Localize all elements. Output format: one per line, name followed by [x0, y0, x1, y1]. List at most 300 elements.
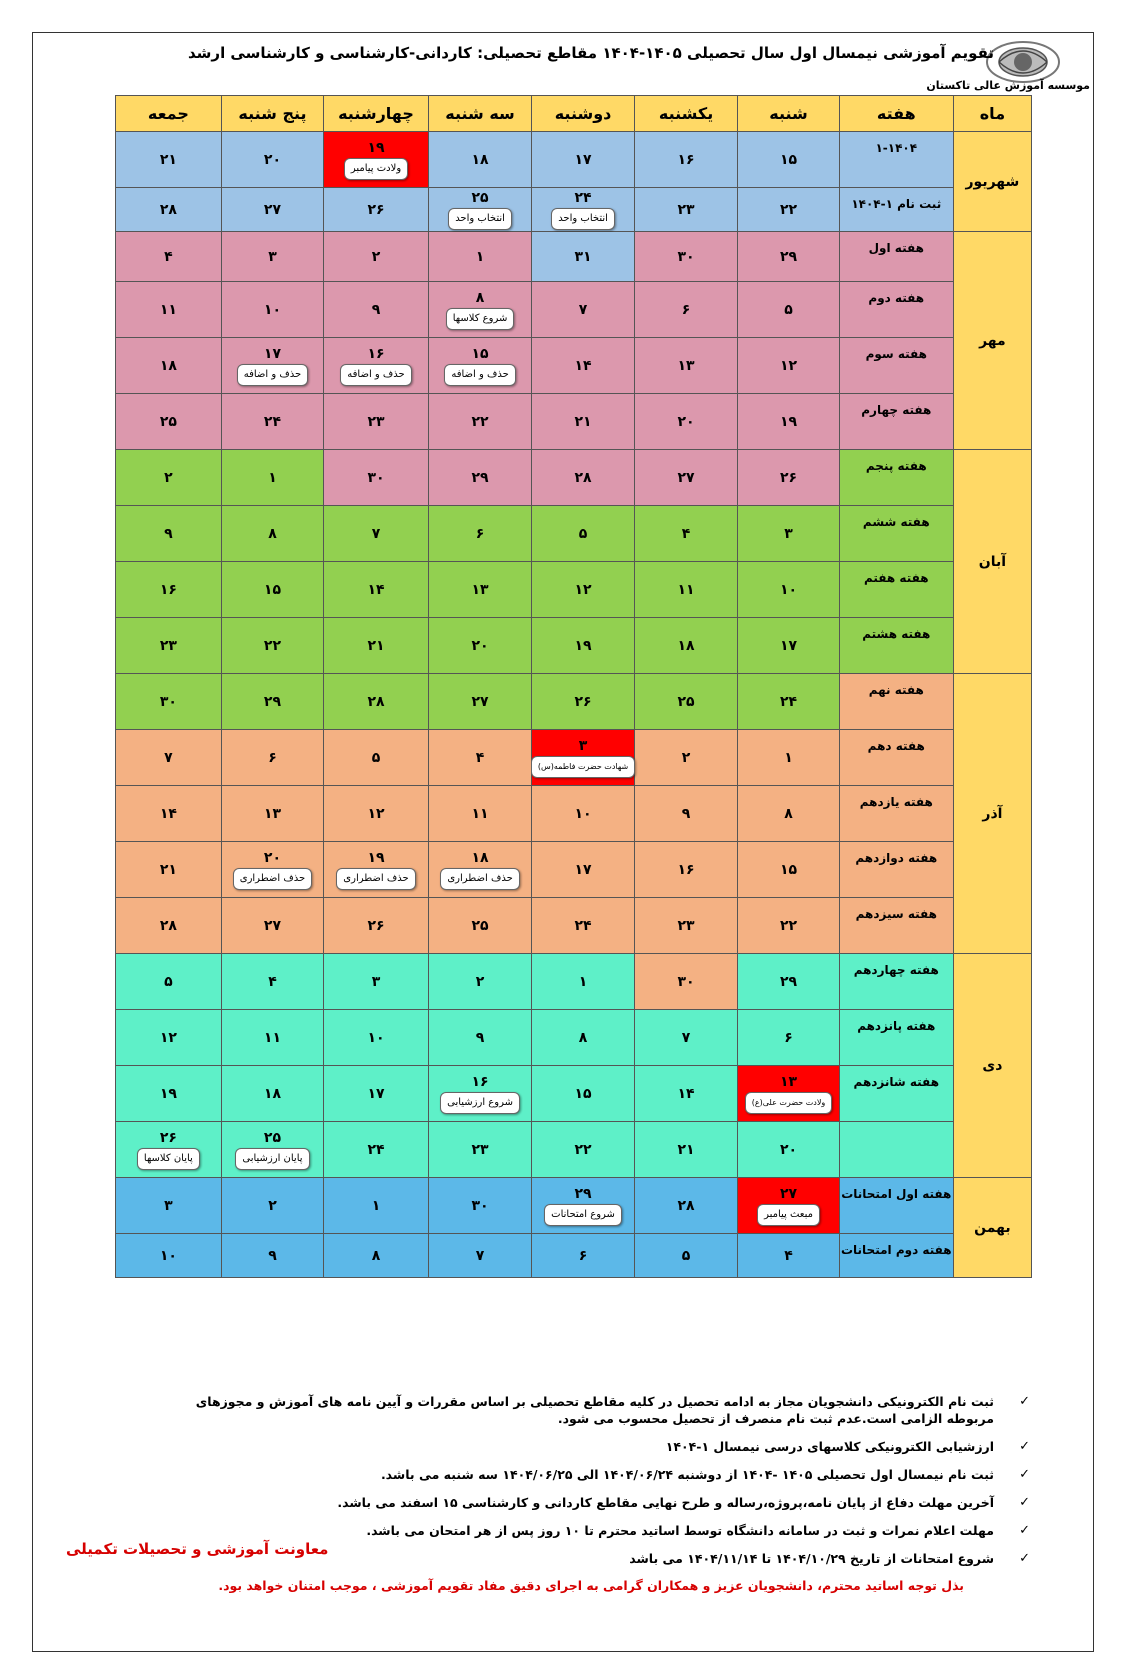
event-note: حذف و اضافه — [444, 364, 515, 386]
day-number: ۲۱ — [677, 1141, 695, 1158]
day-number: ۱ — [784, 749, 793, 766]
day-cell-monday — [532, 132, 634, 188]
day-number: ۱۲ — [574, 581, 592, 598]
day-number: ۲ — [164, 469, 173, 486]
day-number: ۱۷ — [574, 861, 592, 878]
week-label: ۱-۱۴۰۴ — [875, 141, 918, 155]
event-note: انتخاب واحد — [448, 208, 512, 230]
day-number: ۱۵ — [471, 345, 489, 362]
signature: معاونت آموزشی و تحصیلات تکمیلی — [66, 1540, 329, 1558]
week-label-cell — [839, 562, 953, 618]
day-cell-friday — [116, 842, 222, 898]
day-cell-sunday — [634, 450, 738, 506]
week-label: هفته دوم امتحانات — [840, 1243, 952, 1257]
day-number: ۲۴ — [574, 917, 592, 934]
day-cell-monday — [532, 842, 634, 898]
week-row — [116, 394, 1032, 450]
day-cell-sunday — [634, 232, 738, 282]
day-number: ۲۵ — [159, 413, 177, 430]
week-label-cell — [839, 674, 953, 730]
day-number: ۲۴ — [263, 413, 281, 430]
day-number: ۳۰ — [677, 973, 695, 990]
day-cell-monday — [532, 954, 634, 1010]
day-cell-monday — [532, 674, 634, 730]
day-number: ۷ — [475, 1247, 485, 1264]
week-label: ثبت نام ۱-۱۴۰۴ — [851, 197, 942, 211]
day-cell-tuesday — [428, 842, 532, 898]
week-row — [116, 338, 1032, 394]
week-label: هفته پانزدهم — [857, 1019, 936, 1033]
day-number: ۳ — [784, 525, 793, 542]
day-cell-saturday — [738, 338, 839, 394]
day-number: ۲۶ — [779, 469, 798, 486]
col-header-tuesday: سه شنبه — [428, 96, 532, 132]
day-cell-wednesday — [324, 674, 429, 730]
day-number: ۱۵ — [574, 1085, 592, 1102]
week-label-cell — [839, 1122, 953, 1178]
day-cell-friday — [116, 898, 222, 954]
day-cell-friday — [116, 232, 222, 282]
day-cell-tuesday — [428, 338, 532, 394]
day-cell-tuesday — [428, 450, 532, 506]
day-cell-wednesday — [324, 1234, 429, 1278]
week-label: هفته نهم — [868, 683, 924, 697]
day-cell-saturday — [738, 506, 839, 562]
week-label-cell — [839, 450, 953, 506]
day-cell-thursday — [221, 188, 323, 232]
calendar-header-row — [116, 96, 1032, 132]
day-number: ۲۹ — [263, 693, 281, 710]
day-cell-friday — [116, 730, 222, 786]
day-number: ۱۸ — [159, 357, 177, 374]
week-label-cell — [839, 1066, 953, 1122]
day-number: ۲۴ — [779, 693, 798, 710]
day-number: ۲۵ — [677, 693, 695, 710]
day-number: ۲۲ — [574, 1141, 592, 1158]
day-cell-wednesday — [324, 898, 429, 954]
day-number: ۳۱ — [574, 248, 592, 265]
week-row — [116, 232, 1032, 282]
day-number: ۸ — [371, 1247, 381, 1264]
day-number: ۳۰ — [159, 693, 177, 710]
day-cell-thursday — [221, 954, 323, 1010]
week-label: هفته اول — [868, 241, 924, 255]
day-number: ۲۳ — [471, 1141, 489, 1158]
day-cell-wednesday — [324, 786, 429, 842]
day-cell-thursday — [221, 1066, 323, 1122]
day-cell-thursday — [221, 282, 323, 338]
day-number: ۱۷ — [263, 345, 281, 362]
day-number: ۱۶ — [677, 861, 695, 878]
day-cell-thursday — [221, 132, 323, 188]
day-cell-tuesday — [428, 730, 532, 786]
day-cell-wednesday — [324, 954, 429, 1010]
day-cell-wednesday — [324, 1066, 429, 1122]
day-cell-saturday — [738, 1010, 839, 1066]
month-cell: بهمن — [953, 1178, 1031, 1278]
day-number: ۴ — [164, 248, 173, 265]
day-cell-saturday — [738, 562, 839, 618]
day-cell-saturday — [738, 786, 839, 842]
day-number: ۲۰ — [263, 151, 281, 168]
week-label: هفته شانزدهم — [853, 1075, 940, 1089]
day-cell-saturday — [738, 674, 839, 730]
week-row — [116, 1122, 1032, 1178]
day-number: ۱۳ — [779, 1073, 798, 1090]
week-row — [116, 842, 1032, 898]
day-number: ۱۱ — [159, 301, 177, 318]
day-cell-sunday — [634, 282, 738, 338]
day-number: ۱ — [371, 1197, 381, 1214]
col-header-week: هفته — [839, 96, 953, 132]
week-row — [116, 1010, 1032, 1066]
day-number: ۱۸ — [471, 151, 489, 168]
day-number: ۲۰ — [779, 1141, 798, 1158]
day-number: ۱۶ — [159, 581, 177, 598]
day-number: ۱۰ — [367, 1029, 385, 1046]
event-note: ولادت پیامبر — [344, 158, 408, 180]
calendar-table — [115, 95, 1032, 1278]
week-label-cell — [839, 1010, 953, 1066]
day-cell-tuesday — [428, 562, 532, 618]
week-row — [116, 1066, 1032, 1122]
day-number: ۱۵ — [779, 151, 798, 168]
day-number: ۱۴ — [677, 1085, 695, 1102]
day-number: ۲۷ — [263, 201, 281, 218]
day-cell-wednesday — [324, 338, 429, 394]
day-number: ۱۱ — [677, 581, 695, 598]
day-cell-wednesday — [324, 132, 429, 188]
day-cell-tuesday — [428, 1178, 532, 1234]
week-label-cell — [839, 506, 953, 562]
day-cell-saturday — [738, 1066, 839, 1122]
day-cell-saturday — [738, 842, 839, 898]
event-note: پایان کلاسها — [137, 1148, 200, 1170]
day-cell-monday — [532, 786, 634, 842]
day-number: ۲۲ — [779, 917, 798, 934]
check-icon: ✓ — [1019, 1467, 1030, 1482]
month-cell: شهریور — [953, 132, 1031, 232]
day-number: ۲۴ — [367, 1141, 385, 1158]
day-cell-sunday — [634, 1178, 738, 1234]
day-cell-friday — [116, 1010, 222, 1066]
day-cell-monday — [532, 1178, 634, 1234]
day-number: ۳ — [578, 737, 588, 754]
day-number: ۲۷ — [779, 1185, 798, 1202]
day-cell-monday — [532, 898, 634, 954]
day-number: ۲۷ — [263, 917, 281, 934]
day-cell-friday — [116, 1234, 222, 1278]
day-cell-wednesday — [324, 1122, 429, 1178]
day-cell-monday — [532, 1066, 634, 1122]
week-row — [116, 506, 1032, 562]
day-number: ۱۶ — [367, 345, 385, 362]
day-number: ۲۱ — [367, 637, 385, 654]
day-number: ۲۸ — [574, 469, 592, 486]
day-number: ۱۰ — [779, 581, 798, 598]
day-cell-saturday — [738, 132, 839, 188]
check-icon: ✓ — [1019, 1495, 1030, 1510]
day-cell-friday — [116, 1122, 222, 1178]
day-number: ۱۹ — [159, 1085, 177, 1102]
day-number: ۶ — [268, 749, 277, 766]
event-note: شهادت حضرت فاطمه(س) — [531, 756, 635, 778]
day-cell-tuesday — [428, 1010, 532, 1066]
day-number: ۱۳ — [263, 805, 281, 822]
week-label: هفته دهم — [867, 739, 925, 753]
day-number: ۱۹ — [574, 637, 592, 654]
week-label: هفته سیزدهم — [855, 907, 937, 921]
day-cell-sunday — [634, 786, 738, 842]
day-cell-monday — [532, 506, 634, 562]
day-number: ۱۵ — [263, 581, 281, 598]
note-item: ✓ مهلت اعلام نمرات و ثبت در سامانه دانشگاه توسط اساتید محترم تا ۱۰ روز پس از هر امتحان می باشد. — [366, 1523, 1030, 1538]
day-number: ۲۳ — [159, 637, 177, 654]
day-number: ۲۶ — [367, 917, 385, 934]
day-number: ۲۱ — [159, 861, 177, 878]
day-number: ۱۳ — [677, 357, 695, 374]
day-number: ۱۴ — [574, 357, 592, 374]
day-number: ۳۰ — [471, 1197, 489, 1214]
day-cell-wednesday — [324, 450, 429, 506]
week-label: هفته دوم — [868, 291, 925, 305]
day-cell-monday — [532, 1234, 634, 1278]
note-item: ✓ ثبت نام الکترونیکی دانشجویان مجاز به ادامه تحصیل در کلیه مقاطع تحصیلی بر اساس مقررات و آیین نامه های آموزش و مجوزهای مربوطه الزامی است.عدم ثبت نام منصرف از تحصیل محسوب می شود. — [195, 1394, 1030, 1426]
day-number: ۵ — [164, 973, 173, 990]
day-cell-saturday — [738, 188, 839, 232]
day-number: ۲۸ — [367, 693, 385, 710]
day-number: ۱۷ — [367, 1085, 385, 1102]
day-number: ۱ — [268, 469, 277, 486]
month-cell: مهر — [953, 232, 1031, 450]
col-header-monday: دوشنبه — [532, 96, 634, 132]
day-number: ۱۳ — [471, 581, 489, 598]
day-cell-thursday — [221, 450, 323, 506]
day-number: ۲ — [371, 248, 381, 265]
day-number: ۱ — [475, 248, 485, 265]
day-cell-thursday — [221, 338, 323, 394]
event-note: حذف و اضافه — [340, 364, 411, 386]
check-icon: ✓ — [1019, 1551, 1030, 1566]
day-number: ۱۲ — [779, 357, 798, 374]
col-header-month: ماه — [953, 96, 1031, 132]
day-cell-monday — [532, 282, 634, 338]
week-label-cell — [839, 282, 953, 338]
day-cell-friday — [116, 506, 222, 562]
day-number: ۲۳ — [677, 917, 695, 934]
day-number: ۱۱ — [263, 1029, 281, 1046]
day-number: ۳۰ — [677, 248, 695, 265]
day-number: ۵ — [578, 525, 588, 542]
week-row — [116, 618, 1032, 674]
day-number: ۷ — [578, 301, 588, 318]
day-cell-sunday — [634, 338, 738, 394]
day-number: ۲۱ — [574, 413, 592, 430]
day-number: ۳ — [268, 248, 277, 265]
col-header-sunday: یکشنبه — [634, 96, 738, 132]
day-cell-friday — [116, 1066, 222, 1122]
day-cell-thursday — [221, 506, 323, 562]
week-label-cell — [839, 188, 953, 232]
event-note: مبعث پیامبر — [757, 1204, 820, 1226]
week-row — [116, 898, 1032, 954]
note-item: ✓ آخرین مهلت دفاع از پایان نامه،پروژه،رساله و طرح نهایی مقاطع کاردانی و کارشناسی ۱۵ اسفند می باشد. — [337, 1495, 1030, 1510]
week-row — [116, 730, 1032, 786]
day-cell-wednesday — [324, 562, 429, 618]
day-cell-sunday — [634, 188, 738, 232]
week-row — [116, 1178, 1032, 1234]
day-number: ۲۸ — [159, 917, 177, 934]
week-row — [116, 562, 1032, 618]
day-number: ۲۰ — [471, 637, 489, 654]
week-label: هفته دوازدهم — [855, 851, 938, 865]
day-cell-thursday — [221, 1122, 323, 1178]
day-cell-thursday — [221, 562, 323, 618]
day-cell-tuesday — [428, 232, 532, 282]
day-cell-monday — [532, 394, 634, 450]
day-cell-tuesday — [428, 618, 532, 674]
day-cell-sunday — [634, 954, 738, 1010]
week-label-cell — [839, 618, 953, 674]
day-cell-wednesday — [324, 1010, 429, 1066]
day-cell-friday — [116, 394, 222, 450]
day-cell-sunday — [634, 394, 738, 450]
day-cell-friday — [116, 786, 222, 842]
week-label-cell — [839, 842, 953, 898]
day-number: ۱۱ — [471, 805, 489, 822]
col-header-thursday: پنج شنبه — [221, 96, 323, 132]
day-cell-saturday — [738, 282, 839, 338]
note-item: ✓ شروع امتحانات از تاریخ ۱۴۰۴/۱۰/۲۹ تا ۱۴۰۴/۱۱/۱۴ می باشد — [629, 1551, 1030, 1566]
day-cell-tuesday — [428, 786, 532, 842]
note-item: ✓ ثبت نام نیمسال اول تحصیلی ۱۴۰۵ -۱۴۰۴ از دوشنبه ۱۴۰۴/۰۶/۲۴ الی ۱۴۰۴/۰۶/۲۵ سه شنبه می باشد. — [380, 1467, 1030, 1482]
day-cell-saturday — [738, 1234, 839, 1278]
event-note: حذف اضطراری — [336, 868, 415, 890]
day-cell-wednesday — [324, 618, 429, 674]
day-number: ۱۲ — [367, 805, 385, 822]
day-number: ۲۶ — [574, 693, 592, 710]
day-number: ۱۰ — [159, 1247, 177, 1264]
day-number: ۱۸ — [677, 637, 695, 654]
day-number: ۷ — [371, 525, 381, 542]
week-label-cell — [839, 338, 953, 394]
day-number: ۲۲ — [263, 637, 281, 654]
week-label: هفته ششم — [862, 515, 930, 529]
day-number: ۲۳ — [677, 201, 695, 218]
day-number: ۹ — [475, 1029, 485, 1046]
day-cell-thursday — [221, 1178, 323, 1234]
col-header-saturday: شنبه — [738, 96, 839, 132]
event-note: شروع کلاسها — [446, 308, 515, 330]
event-note: پایان ارزشیابی — [235, 1148, 309, 1170]
day-number: ۲۰ — [263, 849, 281, 866]
day-number: ۸ — [784, 805, 793, 822]
day-number: ۲ — [475, 973, 485, 990]
day-cell-wednesday — [324, 506, 429, 562]
day-cell-tuesday — [428, 674, 532, 730]
week-label-cell — [839, 730, 953, 786]
day-number: ۲ — [681, 749, 691, 766]
day-cell-friday — [116, 618, 222, 674]
week-label-cell — [839, 394, 953, 450]
day-cell-thursday — [221, 1010, 323, 1066]
institution-name: موسسه آموزش عالی تاکستان — [926, 79, 1090, 92]
day-cell-friday — [116, 188, 222, 232]
day-cell-saturday — [738, 450, 839, 506]
day-number: ۱۷ — [779, 637, 798, 654]
week-label-cell — [839, 1234, 953, 1278]
day-cell-tuesday — [428, 898, 532, 954]
week-label-cell — [839, 786, 953, 842]
day-cell-monday — [532, 618, 634, 674]
day-number: ۷ — [681, 1029, 691, 1046]
day-number: ۲۱ — [159, 151, 177, 168]
day-number: ۳ — [371, 973, 381, 990]
day-cell-saturday — [738, 1178, 839, 1234]
week-label: هفته یازدهم — [859, 795, 933, 809]
day-number: ۲۵ — [263, 1129, 281, 1146]
day-cell-sunday — [634, 562, 738, 618]
day-cell-monday — [532, 450, 634, 506]
day-cell-friday — [116, 450, 222, 506]
day-number: ۳۰ — [367, 469, 385, 486]
day-cell-thursday — [221, 394, 323, 450]
day-number: ۲۹ — [779, 973, 798, 990]
week-row — [116, 674, 1032, 730]
day-cell-thursday — [221, 674, 323, 730]
day-number: ۴ — [784, 1247, 793, 1264]
week-label: هفته پنجم — [865, 459, 927, 473]
day-cell-tuesday — [428, 188, 532, 232]
day-number: ۲۶ — [367, 201, 385, 218]
day-cell-friday — [116, 132, 222, 188]
day-number: ۲۸ — [159, 201, 177, 218]
day-cell-wednesday — [324, 188, 429, 232]
week-label: هفته هشتم — [862, 627, 931, 641]
week-label: هفته سوم — [865, 347, 927, 361]
day-cell-tuesday — [428, 1066, 532, 1122]
month-cell: آذر — [953, 674, 1031, 954]
day-cell-saturday — [738, 1122, 839, 1178]
day-cell-tuesday — [428, 1122, 532, 1178]
check-icon: ✓ — [1019, 1523, 1030, 1538]
col-header-friday: جمعه — [116, 96, 222, 132]
day-cell-sunday — [634, 1122, 738, 1178]
day-number: ۲ — [268, 1197, 277, 1214]
day-number: ۲۷ — [471, 693, 489, 710]
day-cell-monday — [532, 338, 634, 394]
week-label-cell — [839, 954, 953, 1010]
week-row — [116, 188, 1032, 232]
day-number: ۲۹ — [779, 248, 798, 265]
day-cell-sunday — [634, 730, 738, 786]
week-row — [116, 282, 1032, 338]
week-row — [116, 954, 1032, 1010]
day-cell-saturday — [738, 232, 839, 282]
month-cell: دی — [953, 954, 1031, 1178]
day-number: ۸ — [578, 1029, 588, 1046]
day-number: ۵ — [371, 749, 381, 766]
day-number: ۴ — [475, 749, 485, 766]
week-label: هفته اول امتحانات — [841, 1187, 952, 1201]
day-number: ۸ — [475, 289, 485, 306]
day-number: ۲۴ — [574, 189, 592, 206]
day-cell-wednesday — [324, 842, 429, 898]
day-cell-sunday — [634, 898, 738, 954]
day-cell-wednesday — [324, 394, 429, 450]
day-number: ۱۶ — [677, 151, 695, 168]
event-note: انتخاب واحد — [551, 208, 615, 230]
